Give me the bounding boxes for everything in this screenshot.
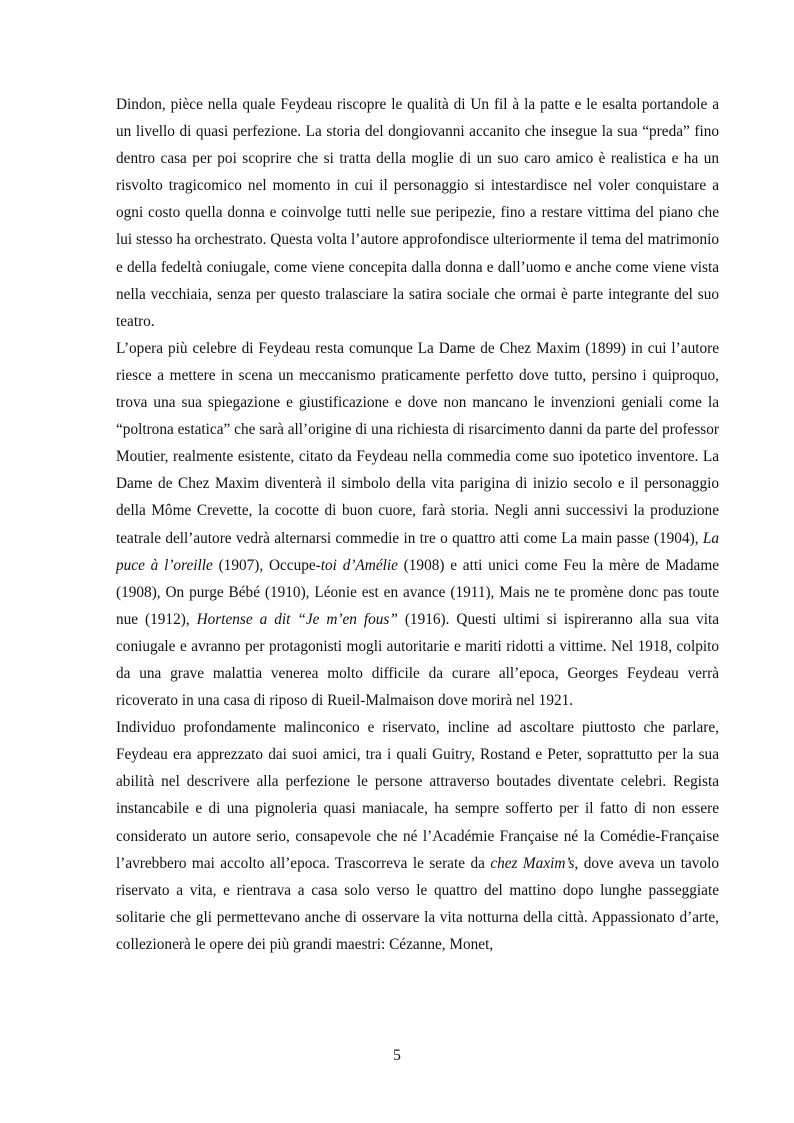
paragraph-3 (116, 714, 719, 958)
text-span: , dove aveva un tavolo riservato a vita, e rientrava a casa solo verso le quattro del mattino dopo lunghe passeggiate solitarie che gli permettevano anche di osservare la vita notturna della città. Appassionato d’arte, collezionerà le opere dei più grandi maestri: Cézanne, Monet, (116, 854, 719, 953)
text-span: (1908) e atti unici come Feu la mère de Madame (1908), On purge Bébé (1910), Léonie est en avance (1911), Mais ne te promène donc pas toute nue (1912), (116, 556, 720, 628)
text-span: (1916). Questi ultimi si ispireranno alla sua vita coniugale e avranno per protagonisti mogli autoritarie e mariti ridotti a vittime. Nel 1918, colpito da una grave malattia venerea molto difficile da curare all’epoca, Georges Feydeau verrà ricoverato in una casa di riposo di Rueil-Malmaison dove morirà nel 1921. (116, 610, 719, 710)
title-italic: toi d’Amélie (320, 556, 398, 574)
text-span: Individuo profondamente malinconico e riservato, incline ad ascoltare piuttosto che parlare, Feydeau era apprezzato dai suoi amici, tra i quali Guitry, Rostand e Peter, soprattutto per la sua abilità nel descrivere alla perfezione le persone attraverso boutades diventate celebri. Regista instancabile e di una pignoleria quasi maniacale, ha sempre sofferto per il fatto di non essere considerato un autore serio, consapevole che né l’Académie Française né la Comédie-Française l’avrebbero mai accolto all’epoca. Trascorreva le serate da (116, 719, 719, 872)
text-span: Dindon, pièce nella quale Feydeau riscopre le qualità di Un fil à la patte e le esalta portandole a un livello di quasi perfezione. La storia del dongiovanni accanito che insegue la sua “preda” fino dentro casa per poi scoprire che si tratta della moglie di un suo caro amico è realistica e ha un risvolto tragicomico nel momento in cui il personaggio si intestardisce nel voler conquistare a ogni costo quella donna e coinvolge tutti nelle sue peripezie, fino a restare vittima del piano che lui stesso ha orchestrato. Questa volta l’autore approfondisce ulteriormente il tema del matrimonio e della fedeltà coniugale, come viene concepita dalla donna e dall’uomo e anche come viene vista nella vecchiaia, senza per questo tralasciare la satira sociale che ormai è parte integrante del suo teatro. (116, 96, 719, 330)
title-italic: Hortense a dit “Je m’en fous” (196, 610, 398, 628)
text-span: (1907), Occupe- (212, 556, 321, 574)
place-italic: chez Maxim’s (490, 854, 575, 872)
title-italic: La puce à l’oreille (116, 529, 719, 574)
paragraph-1 (116, 91, 719, 335)
page-number: 5 (393, 1047, 401, 1064)
text-span: L’opera più celebre di Feydeau resta comunque La Dame de Chez Maxim (1899) in cui l’autore riesce a mettere in scena un meccanismo praticamente perfetto dove tutto, persino i quiproquo, trova una sua spiegazione e giustificazione e dove non mancano le invenzioni geniali come la “poltrona estatica” che sarà all’origine di una richiesta di risarcimento danni da parte del professor Moutier, realmente esistente, citato da Feydeau nella commedia come suo ipotetico inventore. La Dame de Chez Maxim diventerà il simbolo della vita parigina di inizio secolo e il personaggio della Môme Crevette, la cocotte di buon cuore, farà storia. Negli anni successivi la produzione teatrale dell’autore vedrà alternarsi commedie in tre o quattro atti come La main passe (1904), (116, 339, 719, 547)
body-text (116, 91, 719, 958)
paragraph-2 (116, 335, 719, 714)
